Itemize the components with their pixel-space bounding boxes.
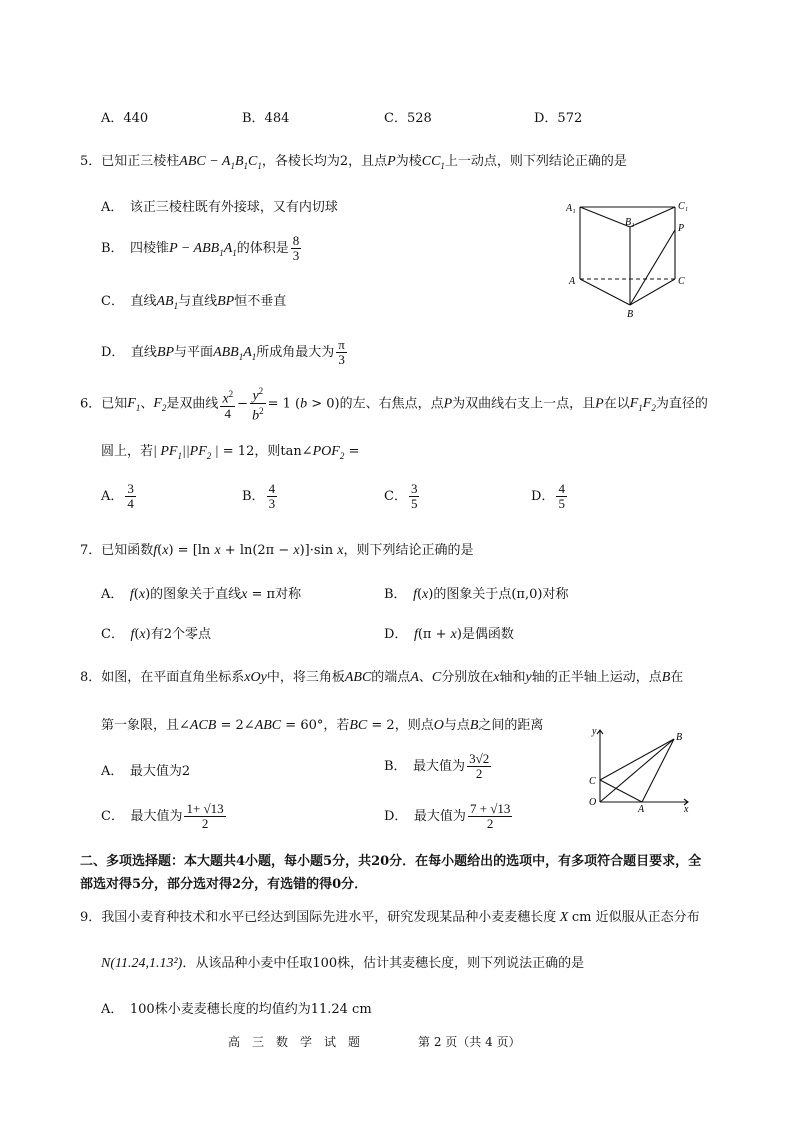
q5-option-c: C． 直线$AB_1$与直线BP恒不垂直	[101, 294, 287, 311]
q6-stem-line2: 圆上，若| $PF_1||PF_2$ | = 12，则$\tan\angle POF_2$ =	[101, 444, 360, 461]
q5-stem: 5．已知正三棱柱ABC − $A_1B_1C_1$，各棱长均为2，且点P为棱$CC_1$上一动点，则下列结论正确的是	[80, 154, 627, 171]
fig-label-b: B	[676, 732, 683, 743]
prism-label-a1: A₁	[566, 203, 576, 214]
q9-stem-line2: N(11.24,1.13²)．从该品种小麦中任取100株，估计其麦穗长度，则下列说法正确的是	[101, 956, 585, 971]
q6-stem: 6．已知$F_1$、$F_2$是双曲线 $\frac{x^2}{4}$ − $\frac{y^2}{b^2}$ = 1 (b > 0)的左、右焦点，点P为双曲线右支上一点，且P在以$F_1F_2$为直径的	[80, 386, 708, 424]
q9-stem: 9．我国小麦育种技术和水平已经达到国际先进水平，研究发现某品种小麦麦穗长度 X cm 近似服从正态分布	[80, 910, 700, 925]
prism-label-p: P	[678, 223, 685, 234]
fig-label-y: y	[592, 726, 597, 737]
q9-option-a: A． 100株小麦麦穗长度的均值约为11.24 cm	[101, 1002, 372, 1017]
q8-option-b: B． 最大值为 $\frac{3√2}{2}$	[384, 751, 490, 781]
q6-option-a: A． $\frac{3}{4}$	[101, 481, 134, 511]
fig-label-a: A	[638, 804, 645, 812]
prism-label-b: B	[627, 309, 634, 320]
prism-label-c: C	[678, 276, 685, 287]
footer-page-number: 第 2 页（共 4 页）	[418, 1035, 521, 1049]
q7-option-a: A． f(x)的图象关于直线x = π对称	[101, 587, 302, 602]
q7-option-c: C． f(x)有2个零点	[101, 627, 211, 642]
q5-option-d: D． 直线BP与平面$ABB_1A_1$所成角最大为 $\frac{\pi}{3}$	[101, 337, 345, 367]
q4-option-d: D．572	[534, 111, 583, 126]
fig-label-c: C	[589, 776, 596, 787]
q8-stem-line2: 第一象限，且∠ACB = 2∠ABC = 60°，若BC = 2，则点O与点B之间的距离	[101, 718, 544, 733]
section2-heading-line2: 部选对得5分，部分选对得2分，有选错的得0分．	[80, 877, 368, 892]
q7-option-b: B． f(x)的图象关于点(π,0)对称	[384, 587, 569, 602]
q6-option-c: C． $\frac{3}{5}$	[384, 481, 418, 511]
fig-label-o: O	[589, 797, 597, 808]
q8-option-a: A． 最大值为2	[101, 764, 191, 779]
prism-figure	[560, 195, 700, 325]
q4-option-a: A．440	[101, 111, 149, 126]
q7-option-d: D． f(π + x)是偶函数	[384, 627, 514, 642]
prism-label-a: A	[569, 276, 576, 287]
q6-option-b: B． $\frac{4}{3}$	[242, 481, 276, 511]
coordinate-figure	[584, 722, 694, 812]
fig-label-x: x	[684, 804, 689, 812]
q6-option-d: D． $\frac{4}{5}$	[531, 481, 565, 511]
q4-option-b: B．484	[242, 111, 290, 126]
q5-option-b: B． 四棱锥$P - ABB_1A_1$的体积是 $\frac{8}{3}$	[101, 233, 300, 263]
prism-label-c1: C₁	[678, 201, 689, 212]
q8-option-d: D． 最大值为 $\frac{7 + √13}{2}$	[384, 801, 511, 831]
q7-stem: 7．已知函数f(x) = [ln x + ln(2π − x)]·sin x，则下列结论正确的是	[80, 543, 474, 558]
q5-option-a: A． 该正三棱柱既有外接球，又有内切球	[101, 200, 338, 215]
q4-option-c: C．528	[384, 111, 432, 126]
q8-stem: 8．如图，在平面直角坐标系xOy中，将三角板ABC的端点A、C分别放在x轴和y轴的正半轴上运动，点B在	[80, 670, 684, 685]
section2-heading: 二、多项选择题：本大题共4小题，每小题5分，共20分．在每小题给出的选项中，有多项符合题目要求，全	[80, 854, 702, 869]
prism-label-b1: B₁	[625, 217, 635, 228]
q8-option-c: C． 最大值为 $\frac{1+ √13}{2}$	[101, 801, 224, 831]
footer-title: 高 三 数 学 试 题	[228, 1035, 361, 1049]
